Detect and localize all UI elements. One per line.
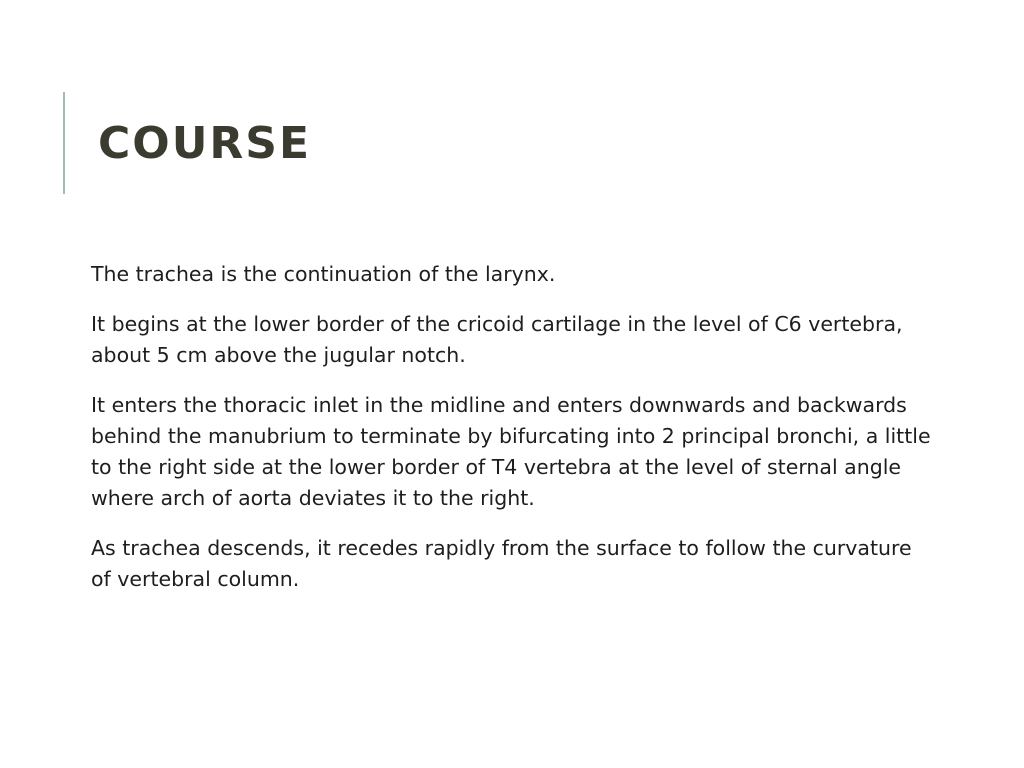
slide-body [91, 259, 931, 614]
title-accent-bar [63, 92, 65, 194]
body-paragraph-1: The trachea is the continuation of the larynx. [91, 262, 556, 286]
body-paragraph-2: It begins at the lower border of the cricoid cartilage in the level of C6 vertebra, about 5 cm above the jugular notch. [91, 312, 903, 367]
body-paragraph-4: As trachea descends, it recedes rapidly from the surface to follow the curvature of vertebral column. [91, 536, 912, 591]
slide-title: COURSE [98, 118, 312, 169]
body-paragraph-3: It enters the thoracic inlet in the midline and enters downwards and backwards behind the manubrium to terminate by bifurcating into 2 principal bronchi, a little to the right side at the lower border of T4 vertebra at the level of sternal angle where arch of aorta deviates it to the right. [91, 393, 931, 510]
